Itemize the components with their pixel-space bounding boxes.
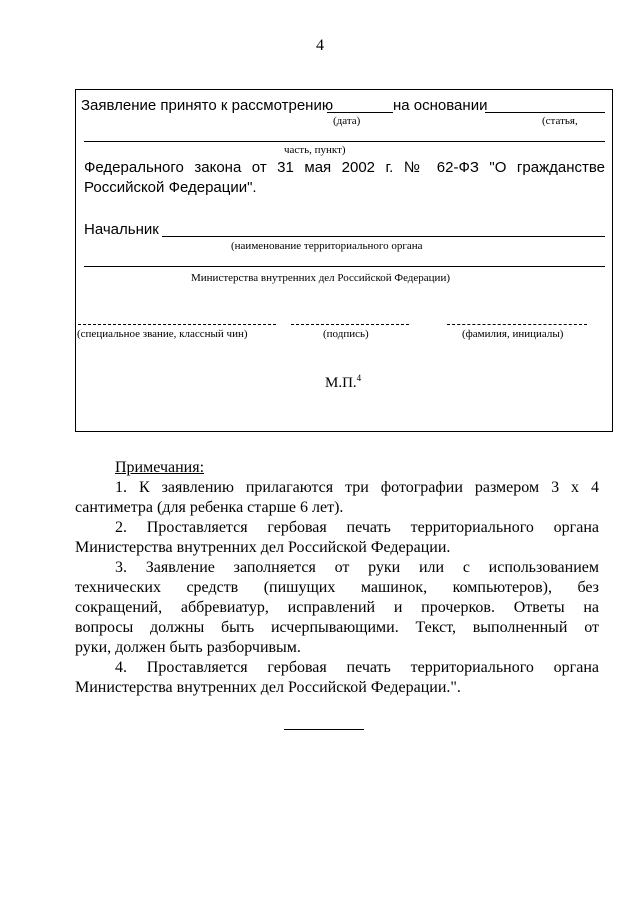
note-3-line-2: технических средств (пишущих машинок, компьютеров), без — [75, 579, 599, 596]
chief-line — [162, 236, 605, 237]
name-caption: (фамилия, инициалы) — [462, 328, 564, 340]
seal-label-wrap — [325, 373, 361, 392]
note-4-line-2: Министерства внутренних дел Российской Федерации.". — [75, 679, 461, 696]
basis-label: на основании — [393, 97, 488, 114]
note-1-line-2: сантиметра (для ребенка старше 6 лет). — [75, 499, 344, 516]
rank-line — [78, 324, 276, 325]
seal-label: М.П. — [325, 375, 357, 391]
chief-label: Начальник — [84, 221, 159, 238]
signature-caption: (подпись) — [323, 328, 369, 340]
note-1-line-1: 1. К заявлению прилагаются три фотографии размером 3 х 4 — [115, 479, 599, 496]
note-3-line-3: сокращений, аббревиатур, исправлений и прочерков. Ответы на — [75, 599, 599, 616]
article-line — [485, 112, 605, 113]
end-divider — [284, 729, 364, 730]
accepted-label: Заявление принято к рассмотрению — [81, 97, 334, 114]
note-2-line-1: 2. Проставляется гербовая печать территориального органа — [115, 519, 599, 536]
ministry-caption: Министерства внутренних дел Российской Федерации) — [191, 272, 450, 284]
part-caption: часть, пункт) — [284, 144, 346, 156]
seal-note-ref: 4 — [356, 373, 362, 383]
note-4-line-1: 4. Проставляется гербовая печать территориального органа — [115, 659, 599, 676]
article-caption: (статья, — [542, 115, 578, 127]
rank-caption: (специальное звание, классный чин) — [77, 328, 248, 340]
name-line — [447, 324, 587, 325]
law-line-2: Российской Федерации". — [84, 179, 257, 196]
note-2-line-2: Министерства внутренних дел Российской Федерации. — [75, 539, 451, 556]
note-3-line-1: 3. Заявление заполняется от руки или с использованием — [115, 559, 599, 576]
note-3-line-5: руки, должен быть разборчивым. — [75, 639, 301, 656]
notes-title: Примечания: — [115, 459, 205, 476]
law-line-1: Федерального закона от 31 мая 2002 г. № 62-ФЗ "О гражданстве — [84, 160, 605, 175]
territorial-line — [84, 266, 605, 267]
date-caption: (дата) — [333, 115, 361, 127]
date-line — [327, 112, 393, 113]
territorial-caption: (наименование территориального органа — [231, 240, 423, 252]
part-line — [84, 141, 605, 142]
note-3-line-4: вопросы должны быть исчерпывающими. Текст, выполненный от — [75, 619, 599, 636]
page-number: 4 — [316, 37, 324, 54]
signature-line — [291, 324, 409, 325]
